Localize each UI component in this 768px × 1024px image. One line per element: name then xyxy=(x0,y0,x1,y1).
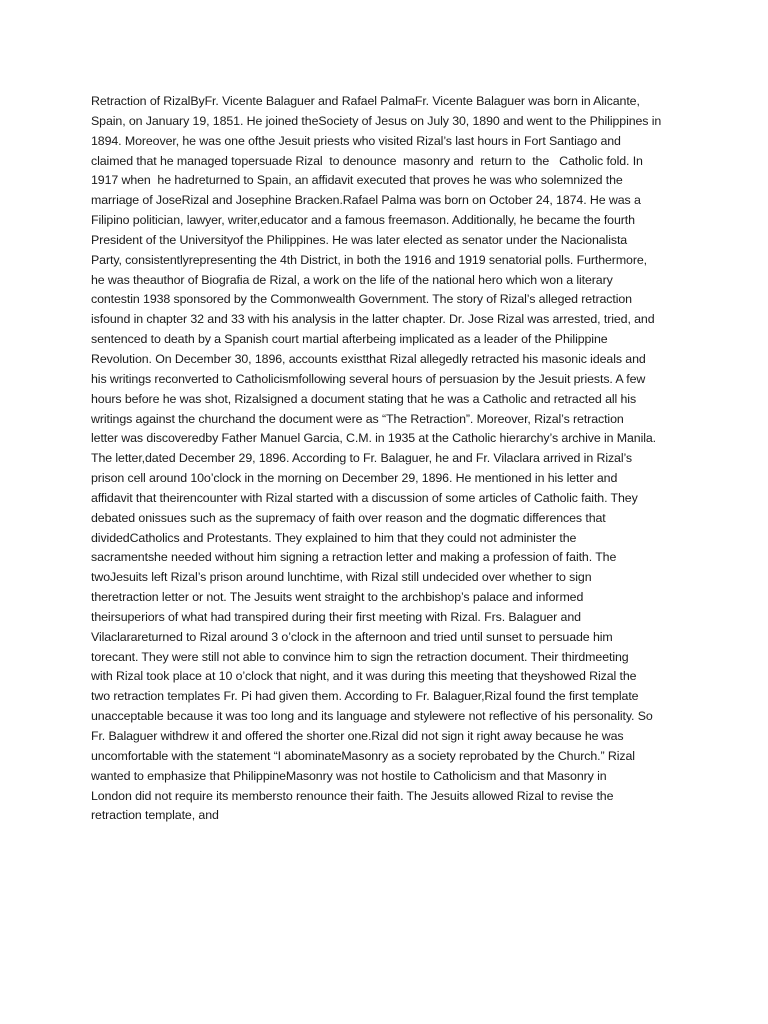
text-line: letter was discoveredby Father Manuel Garcia, C.M. in 1935 at the Catholic hierarchy’s archive in Manila. xyxy=(91,431,657,446)
text-line: President of the Universityof the Philippines. He was later elected as senator under the Nacionalista xyxy=(91,232,628,247)
text-line: 1894. Moreover, he was one ofthe Jesuit priests who visited Rizal’s last hours in Fort Santiago and xyxy=(91,133,621,148)
text-line: Spain, on January 19, 1851. He joined theSociety of Jesus on July 30, 1890 and went to the Philippines in xyxy=(91,113,662,128)
text-line: sacramentshe needed without him signing a retraction letter and making a profession of faith. The xyxy=(91,550,617,565)
text-line: sentenced to death by a Spanish court martial afterbeing implicated as a leader of the Philippine xyxy=(91,332,608,347)
text-line: twoJesuits left Rizal’s prison around lunchtime, with Rizal still undecided over whether to sign xyxy=(91,570,592,585)
text-line: claimed that he managed topersuade Rizal to denounce masonry and return to the Catholic fold. In xyxy=(91,153,643,168)
text-line: two retraction templates Fr. Pi had given them. According to Fr. Balaguer,Rizal found the first template xyxy=(91,689,639,704)
text-line: Party, consistentlyrepresenting the 4th District, in both the 1916 and 1919 senatorial polls. Furthermore, xyxy=(91,252,648,267)
text-line: contestin 1938 sponsored by the Commonwealth Government. The story of Rizal’s alleged retraction xyxy=(91,292,632,307)
text-line: marriage of JoseRizal and Josephine Bracken.Rafael Palma was born on October 24, 1874. He was a xyxy=(91,193,641,208)
text-line: debated onissues such as the supremacy of faith over reason and the dogmatic differences that xyxy=(91,510,606,525)
text-line: dividedCatholics and Protestants. They explained to him that they could not administer the xyxy=(91,530,577,545)
text-line: unacceptable because it was too long and its language and stylewere not reflective of his personality. So xyxy=(91,709,653,724)
text-line: theirsuperiors of what had transpired during their first meeting with Rizal. Frs. Balaguer and xyxy=(91,609,581,624)
text-line: theretraction letter or not. The Jesuits went straight to the archbishop’s palace and informed xyxy=(91,590,584,605)
text-line: torecant. They were still not able to convince him to sign the retraction document. Their thirdmeeting xyxy=(91,649,629,664)
text-line: he was theauthor of Biografia de Rizal, a work on the life of the national hero which won a literary xyxy=(91,272,613,287)
text-line: writings against the churchand the document were as “The Retraction”. Moreover, Rizal’s retraction xyxy=(91,411,624,426)
document-body-text xyxy=(91,92,691,826)
text-line: Fr. Balaguer withdrew it and offered the shorter one.Rizal did not sign it right away because he was xyxy=(91,729,624,743)
text-line: Vilaclarareturned to Rizal around 3 o’clock in the afternoon and tried until sunset to persuade him xyxy=(91,629,613,644)
text-line: Retraction of RizalByFr. Vicente Balaguer and Rafael PalmaFr. Vicente Balaguer was born in Alicante, xyxy=(91,94,640,108)
text-line: Filipino politician, lawyer, writer,educator and a famous freemason. Additionally, he became the fourth xyxy=(91,213,635,228)
text-line: his writings reconverted to Catholicismfollowing several hours of persuasion by the Jesuit priests. A few xyxy=(91,371,646,386)
text-line: uncomfortable with the statement “I abominateMasonry as a society reprobated by the Church.” Rizal xyxy=(91,748,635,763)
text-line: The letter,dated December 29, 1896. According to Fr. Balaguer, he and Fr. Vilaclara arrived in Rizal’s xyxy=(91,451,633,466)
text-line: Revolution. On December 30, 1896, accounts existthat Rizal allegedly retracted his masonic ideals and xyxy=(91,351,646,366)
text-line: 1917 when he hadreturned to Spain, an affidavit executed that proves he was who solemnized the xyxy=(91,173,623,188)
text-line: London did not require its membersto renounce their faith. The Jesuits allowed Rizal to revise the xyxy=(91,788,614,803)
text-line: hours before he was shot, Rizalsigned a document stating that he was a Catholic and retracted all his xyxy=(91,391,637,406)
text-line: prison cell around 10o’clock in the morning on December 29, 1896. He mentioned in his letter and xyxy=(91,471,618,486)
text-line: with Rizal took place at 10 o’clock that night, and it was during this meeting that theyshowed Rizal the xyxy=(91,669,637,684)
text-line: retraction template, and xyxy=(91,808,219,823)
text-line: isfound in chapter 32 and 33 with his analysis in the latter chapter. Dr. Jose Rizal was arrested, tried, and xyxy=(91,312,655,327)
text-line: wanted to emphasize that PhilippineMasonry was not hostile to Catholicism and that Masonry in xyxy=(91,768,607,783)
text-line: affidavit that theirencounter with Rizal started with a discussion of some articles of Catholic faith. They xyxy=(91,490,638,505)
